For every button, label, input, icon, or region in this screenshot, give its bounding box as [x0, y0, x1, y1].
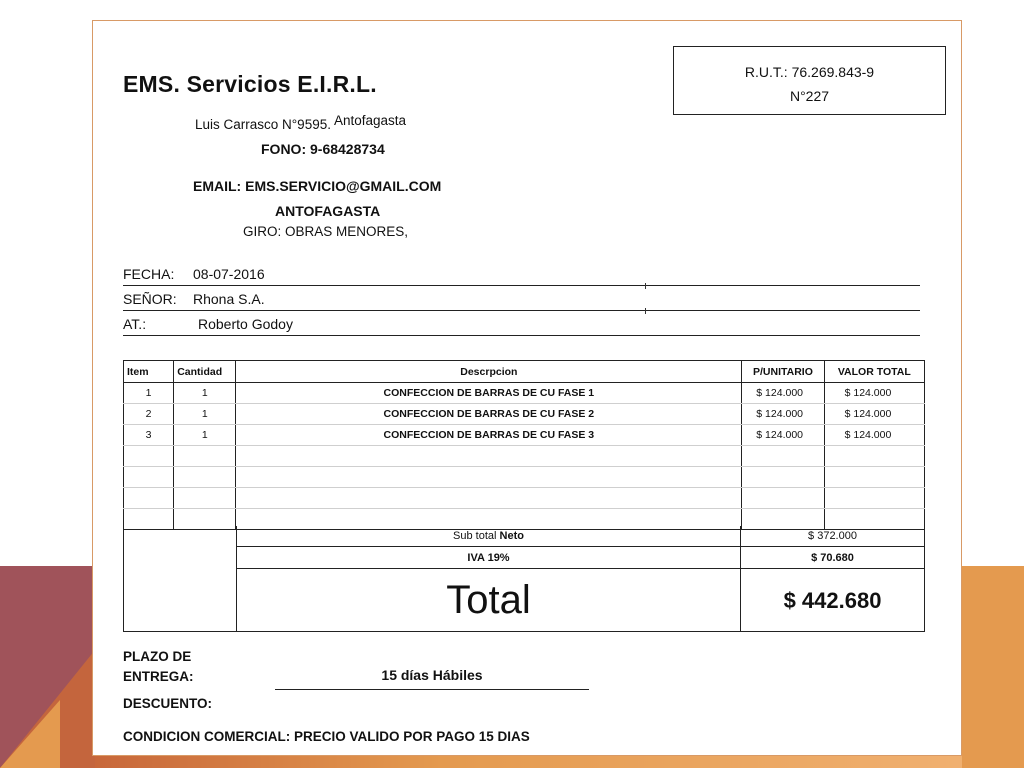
descuento-label: DESCUENTO: — [123, 696, 213, 711]
row-item: 2 — [124, 404, 174, 425]
at-value: Roberto Godoy — [198, 316, 293, 332]
row-total: $ 124.000 — [824, 383, 924, 404]
row-cantidad: 1 — [174, 383, 236, 404]
row-descripcion: CONFECCION DE BARRAS DE CU FASE 2 — [236, 404, 742, 425]
total-value-cell — [741, 569, 925, 632]
plazo-entrega-label — [123, 647, 194, 687]
plazo-entrega-value: 15 días Hábiles — [275, 667, 589, 690]
document-number: N°227 — [789, 88, 830, 104]
row-total: $ 124.000 — [824, 404, 924, 425]
plazo-line1: PLAZO DE — [123, 649, 192, 664]
table-row-empty — [124, 446, 925, 467]
company-address — [195, 113, 407, 132]
at-label: AT.: — [123, 316, 147, 332]
senor-label: SEÑOR: — [123, 291, 177, 307]
iva-label: IVA 19% — [237, 547, 741, 569]
company-name: EMS. Servicios E.I.R.L. — [123, 71, 377, 97]
total-value: $ 442.680 — [783, 588, 882, 613]
plazo-line2: ENTREGA: — [123, 669, 194, 684]
header-item: Item — [124, 361, 174, 383]
slide-decoration-bottom — [95, 756, 962, 768]
header-descripcion: Descrpcion — [236, 361, 742, 383]
condicion-comercial: CONDICION COMERCIAL: PRECIO VALIDO POR PAGO 15 DIAS — [123, 729, 530, 744]
header-unitario: P/UNITARIO — [742, 361, 824, 383]
items-table — [123, 360, 925, 530]
invoice-sheet — [92, 20, 962, 756]
subtotal-label — [237, 526, 741, 547]
rut-number: R.U.T.: 76.269.843-9 — [744, 64, 875, 80]
company-city: ANTOFAGASTA — [275, 203, 381, 219]
total-label-cell — [237, 569, 741, 632]
row-unitario: $ 124.000 — [742, 425, 824, 446]
row-descripcion: CONFECCION DE BARRAS DE CU FASE 1 — [236, 383, 742, 404]
subtotal-value: $ 372.000 — [741, 526, 925, 547]
subtotal-label-bold: Neto — [499, 530, 524, 542]
address-street: Luis Carrasco N°9595. — [195, 117, 331, 132]
iva-value: $ 70.680 — [741, 547, 925, 569]
senor-value: Rhona S.A. — [193, 291, 265, 307]
table-header-row — [124, 361, 925, 383]
rut-box — [673, 46, 946, 115]
slide-decoration-right — [962, 566, 1024, 768]
company-phone: FONO: 9-68428734 — [261, 141, 385, 157]
company-email: EMAIL: EMS.SERVICIO@GMAIL.COM — [193, 178, 442, 194]
company-giro: GIRO: OBRAS MENORES, — [243, 224, 409, 239]
row-item: 3 — [124, 425, 174, 446]
subtotal-label-text: Sub total — [453, 530, 497, 542]
address-city: Antofagasta — [333, 113, 407, 128]
row-unitario: $ 124.000 — [742, 404, 824, 425]
row-item: 1 — [124, 383, 174, 404]
info-row-at — [123, 313, 920, 336]
slide-decoration-triangle-small — [0, 700, 60, 768]
totals-spacer — [123, 526, 237, 632]
fecha-label: FECHA: — [123, 266, 175, 282]
table-row-empty — [124, 467, 925, 488]
row-total: $ 124.000 — [824, 425, 924, 446]
total-label: Total — [446, 578, 531, 622]
header-total: VALOR TOTAL — [824, 361, 924, 383]
row-cantidad: 1 — [174, 404, 236, 425]
row-unitario: $ 124.000 — [742, 383, 824, 404]
totals-block — [123, 526, 925, 632]
row-cantidad: 1 — [174, 425, 236, 446]
info-row-fecha — [123, 263, 920, 286]
table-row-empty — [124, 488, 925, 509]
table-row — [124, 383, 925, 404]
header-cantidad: Cantidad — [174, 361, 236, 383]
row-descripcion: CONFECCION DE BARRAS DE CU FASE 3 — [236, 425, 742, 446]
table-row — [124, 404, 925, 425]
table-row — [124, 425, 925, 446]
fecha-value: 08-07-2016 — [193, 266, 265, 282]
info-row-senor — [123, 288, 920, 311]
